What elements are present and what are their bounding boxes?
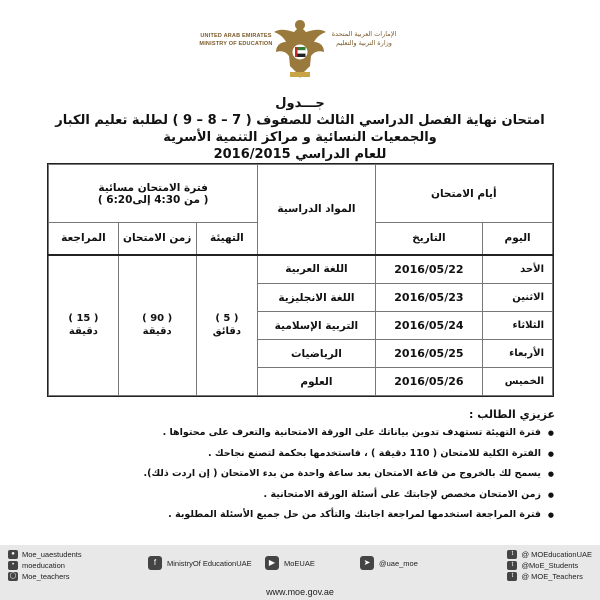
period-header-line2: ( من 4:30 إلى6:20 ) — [97, 193, 209, 206]
date-cell: 2016/05/22 — [375, 255, 483, 284]
footer-link-label: MoEUAE — [284, 558, 315, 568]
footer-right-links — [507, 549, 592, 582]
notes-heading: عزيزي الطالب : — [469, 408, 555, 421]
date-cell: 2016/05/25 — [375, 340, 483, 368]
title-line-4: للعام الدراسي 2016/2015 — [213, 147, 387, 162]
subject-cell: اللغة الانجليزية — [258, 284, 375, 312]
ministry-ar-line2: وزارة التربية والتعليم — [336, 39, 392, 47]
period-header — [49, 165, 258, 223]
notes-list — [40, 427, 555, 521]
footer — [0, 545, 600, 600]
footer-link[interactable] — [360, 556, 418, 570]
footer-link-label: MinistryOf EducationUAE — [167, 558, 252, 568]
footer-link-label: @ MOEducationUAE — [521, 550, 592, 559]
ministry-name-ar — [316, 30, 412, 48]
day-cell: الخميس — [483, 368, 553, 396]
footer-link-label: @MoE_Students — [521, 561, 579, 570]
twitter-icon: t — [507, 561, 517, 570]
time-value: ( 90 ) — [142, 313, 173, 325]
footer-link-label: Moe_uaestudents — [22, 550, 82, 559]
twitter-icon: t — [507, 550, 517, 559]
subject-cell: اللغة العربية — [258, 255, 375, 284]
days-header: أيام الامتحان — [375, 165, 552, 223]
footer-link-label: Moe_teachers — [22, 572, 70, 581]
exam-schedule-table — [47, 163, 554, 397]
title-line-2: امتحان نهاية الفصل الدراسي الثالث للصفوف ( 7 – 8 – 9 ) لطلبة تعليم الكبار — [55, 113, 545, 128]
day-cell: الاثنين — [483, 284, 553, 312]
time-duration-cell — [118, 255, 196, 396]
day-cell: الأحد — [483, 255, 553, 284]
snapchat-icon: ● — [8, 550, 18, 559]
prep-unit: دقائق — [212, 326, 241, 338]
date-cell: 2016/05/26 — [375, 368, 483, 396]
ministry-en-line1: UNITED ARAB EMIRATES — [200, 33, 272, 39]
ministry-ar-line1: الإمارات العربية المتحدة — [331, 30, 397, 38]
footer-link[interactable] — [8, 571, 82, 582]
website-link[interactable]: www.moe.gov.ae — [266, 587, 334, 597]
subjects-header: المواد الدراسية — [258, 165, 375, 255]
instagram-icon: ◯ — [9, 573, 17, 579]
list-item: ● فترة المراجعة استخدمها لمراجعة اجابتك والتأكد من حل جميع الأسئلة المطلوبة . — [40, 509, 541, 521]
footer-link[interactable] — [8, 560, 82, 571]
time-unit: دقيقة — [142, 326, 172, 338]
subject-cell: التربية الإسلامية — [258, 312, 375, 340]
footer-link[interactable] — [8, 549, 82, 560]
footer-link[interactable] — [265, 556, 315, 570]
review-duration-cell — [49, 255, 119, 396]
subject-cell: العلوم — [258, 368, 375, 396]
title-line-3: والجمعيات النسائية و مراكز التنمية الأسرية — [163, 130, 437, 145]
date-cell: 2016/05/24 — [375, 312, 483, 340]
review-value: ( 15 ) — [68, 313, 99, 325]
header — [0, 0, 600, 92]
day-cell: الأربعاء — [483, 340, 553, 368]
prep-col-header: التهيئة — [196, 223, 258, 255]
period-header-line1: فترة الامتحان مسائية — [98, 181, 208, 194]
footer-link[interactable] — [507, 560, 592, 571]
footer-link-label: @uae_moe — [379, 558, 418, 568]
table-row — [49, 255, 553, 284]
flickr-icon: • — [8, 561, 18, 570]
prep-value: ( 5 ) — [215, 313, 239, 325]
twitter-icon: t — [507, 572, 517, 581]
day-col-header: اليوم — [483, 223, 553, 255]
subject-cell: الرياضيات — [258, 340, 375, 368]
facebook-icon: f — [148, 556, 162, 570]
list-item: ● زمن الامتحان مخصص لإجابتك على أسئلة الورقة الامتحانية . — [40, 489, 541, 501]
uae-falcon-emblem-icon — [270, 12, 330, 84]
student-notes — [40, 408, 555, 530]
youtube-icon: ▶ — [265, 556, 279, 570]
review-col-header: المراجعة — [49, 223, 119, 255]
date-cell: 2016/05/23 — [375, 284, 483, 312]
telegram-icon: ➤ — [360, 556, 374, 570]
footer-link-label: @ MOE_Teachers — [521, 572, 583, 581]
title-line-1: جـــدول — [275, 96, 325, 111]
prep-duration-cell — [196, 255, 258, 396]
footer-link[interactable] — [507, 571, 592, 582]
footer-left-links — [8, 549, 82, 582]
footer-link[interactable] — [507, 549, 592, 560]
document-title — [20, 95, 580, 163]
ministry-en-line2: MINISTRY OF EDUCATION — [199, 41, 273, 47]
list-item: ● الفترة الكلية للامتحان ( 110 دقيقة ) ، فاستخدمها بحكمة لتصنع نجاحك . — [40, 448, 541, 460]
day-cell: الثلاثاء — [483, 312, 553, 340]
review-unit: دقيقة — [68, 326, 98, 338]
list-item: ● فترة التهيئة تستهدف تدوين بياناتك على الورقة الامتحانية والتعرف على محتواها . — [40, 427, 541, 439]
footer-link[interactable] — [148, 556, 252, 570]
footer-link-label: moeducation — [22, 561, 65, 570]
list-item: ● يسمح لك بالخروج من قاعة الامتحان بعد ساعة واحدة من بدء الامتحان ( إن اردت ذلك). — [40, 468, 541, 480]
date-col-header: التاريخ — [375, 223, 483, 255]
time-col-header: زمن الامتحان — [118, 223, 196, 255]
